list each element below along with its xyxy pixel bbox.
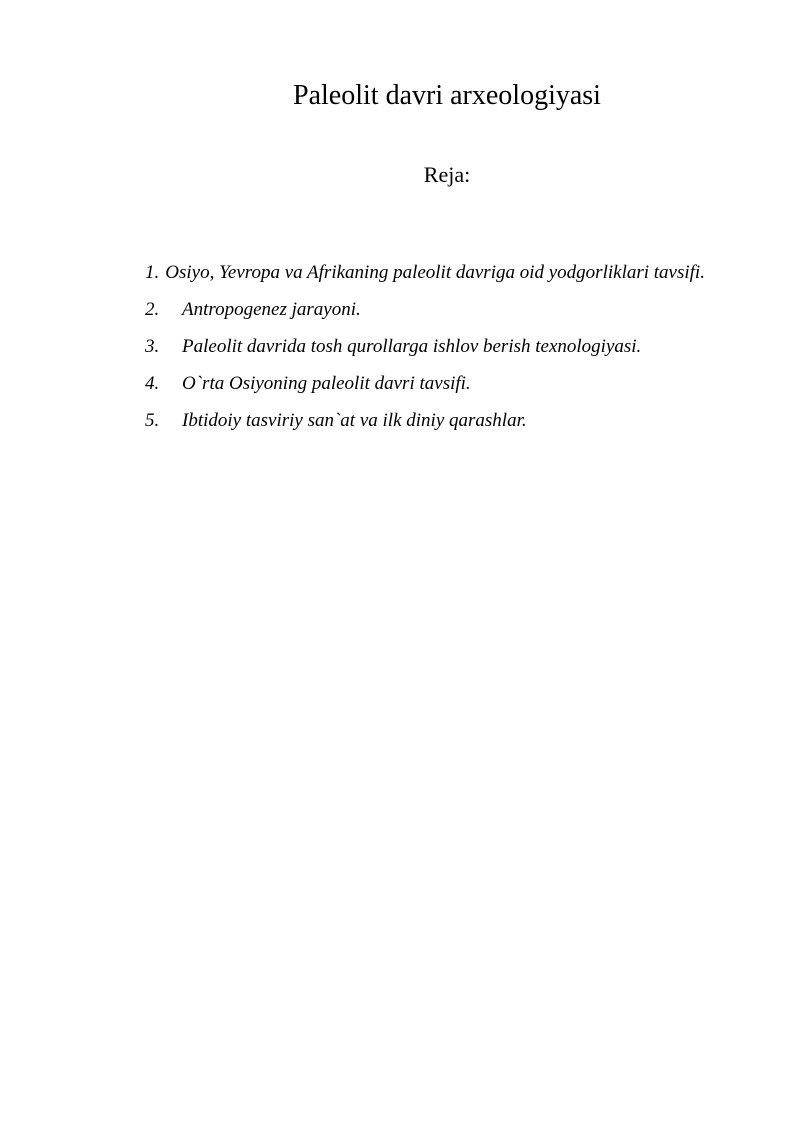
outline-item-text: Antropogenez jarayoni. bbox=[182, 299, 361, 320]
outline-item-text: Ibtidoiy tasviriy san`at va ilk diniy qarashlar. bbox=[182, 410, 527, 431]
outline-item-number: 1. bbox=[145, 262, 160, 283]
outline-item-1 bbox=[145, 254, 735, 291]
plan-outline bbox=[145, 254, 735, 439]
outline-item-text: O`rta Osiyoning paleolit davri tavsifi. bbox=[182, 373, 471, 394]
plan-heading: Reja: bbox=[423, 162, 471, 187]
outline-item-4 bbox=[145, 365, 735, 402]
outline-item-number: 2. bbox=[145, 299, 160, 320]
page-title: Paleolit davri arxeologiyasi bbox=[293, 80, 601, 111]
outline-item-text: Paleolit davrida tosh qurollarga ishlov berish texnologiyasi. bbox=[182, 336, 642, 357]
outline-item-2 bbox=[145, 291, 735, 328]
outline-item-number: 3. bbox=[145, 336, 160, 357]
outline-item-text: Osiyo, Yevropa va Afrikaning paleolit davriga oid yodgorliklari tavsifi. bbox=[165, 262, 705, 283]
outline-item-number: 4. bbox=[145, 373, 160, 394]
outline-item-3 bbox=[145, 328, 735, 365]
outline-item-number: 5. bbox=[145, 410, 160, 431]
outline-item-5 bbox=[145, 402, 735, 439]
